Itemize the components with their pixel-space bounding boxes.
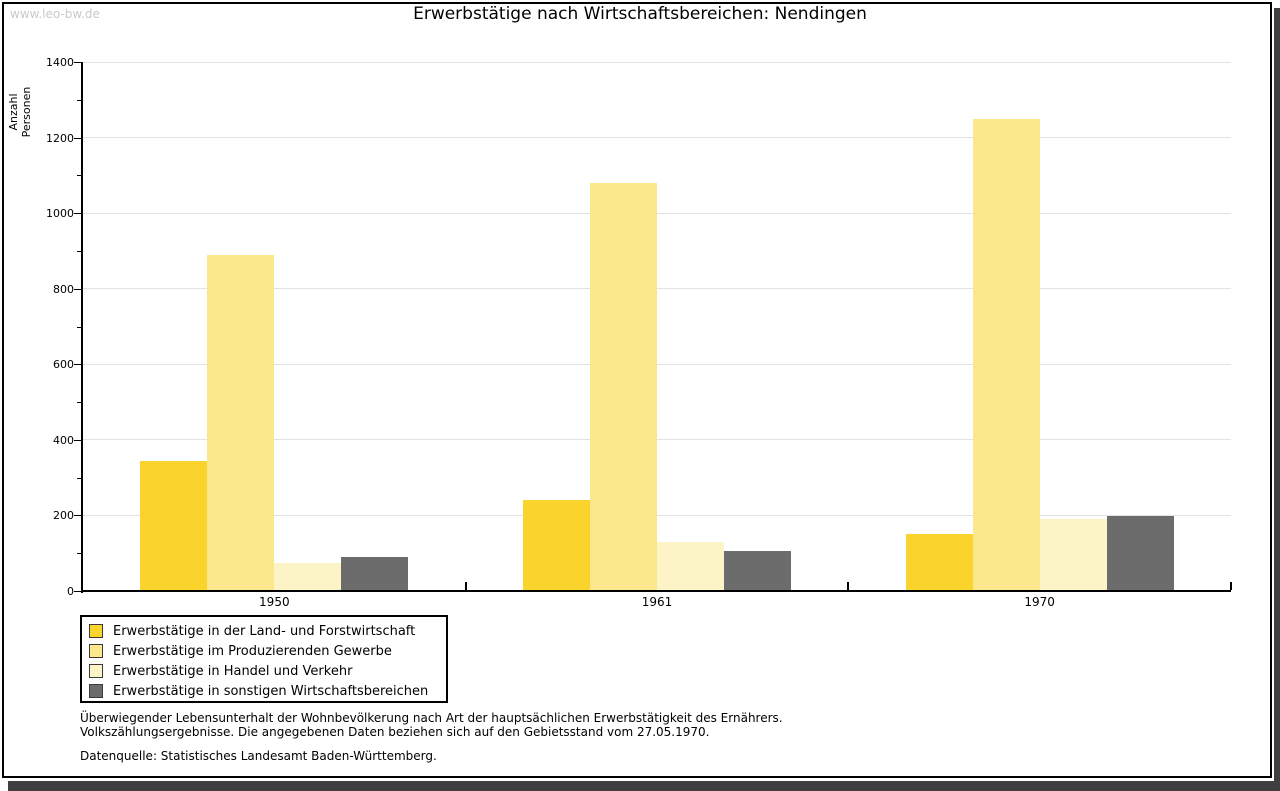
y-minor-tick-900 [77, 251, 81, 252]
legend-row-2 [82, 641, 446, 661]
y-tick-200 [74, 515, 81, 516]
bar-1950-series-3 [274, 563, 341, 591]
y-minor-tick-1300 [77, 100, 81, 101]
y-tick-1200 [74, 138, 81, 139]
legend-label-4: Erwerbstätige in sonstigen Wirtschaftsbereichen [113, 683, 429, 699]
bar-1961-series-3 [657, 542, 724, 591]
legend-label-2: Erwerbstätige im Produzierenden Gewerbe [113, 643, 392, 659]
legend-row-3 [82, 661, 446, 681]
gridline-y-1000 [83, 213, 1231, 214]
y-tick-600 [74, 364, 81, 365]
bar-1961-series-4 [724, 551, 791, 591]
bar-1970-series-1 [906, 534, 973, 591]
x-boundary-tick-1 [465, 582, 467, 590]
legend-swatch-3 [89, 664, 103, 678]
drop-shadow-bottom [8, 781, 1280, 791]
bar-1950-series-2 [207, 255, 274, 591]
bar-1961-series-2 [590, 183, 657, 591]
bar-1950-series-1 [140, 461, 207, 591]
y-minor-tick-700 [77, 327, 81, 328]
legend-label-3: Erwerbstätige in Handel und Verkehr [113, 663, 353, 679]
drop-shadow-right [1274, 8, 1280, 791]
x-boundary-tick-2 [847, 582, 849, 590]
data-source-text: Datenquelle: Statistisches Landesamt Baden-Württemberg. [80, 749, 437, 763]
footnote-text [80, 711, 783, 739]
chart-title: Erwerbstätige nach Wirtschaftsbereichen: Nendingen [413, 4, 867, 24]
legend-row-1 [82, 621, 446, 641]
y-tick-label-400: 400 [53, 433, 74, 447]
bar-1950-series-4 [341, 557, 408, 591]
y-minor-tick-300 [77, 478, 81, 479]
x-boundary-tick-3 [1230, 582, 1232, 590]
x-tick-label-1950: 1950 [259, 595, 290, 609]
y-tick-label-800: 800 [53, 282, 74, 296]
y-tick-label-1200: 1200 [46, 131, 74, 145]
y-tick-1000 [74, 213, 81, 214]
x-tick-label-1961: 1961 [641, 595, 673, 609]
footnote-line-1: Überwiegender Lebensunterhalt der Wohnbevölkerung nach Art der hauptsächlichen Erwerbstätigkeit des Ernährers. [80, 711, 783, 725]
y-tick-400 [74, 440, 81, 441]
x-axis-line [81, 590, 1231, 592]
watermark-text: www.leo-bw.de [10, 7, 100, 21]
y-minor-tick-100 [77, 553, 81, 554]
bar-1970-series-4 [1107, 516, 1174, 591]
x-tick-label-1970: 1970 [1024, 595, 1055, 609]
y-tick-label-600: 600 [53, 358, 74, 372]
legend-swatch-2 [89, 644, 103, 658]
y-tick-label-1400: 1400 [46, 56, 74, 69]
bar-1970-series-2 [973, 119, 1040, 591]
y-minor-tick-500 [77, 402, 81, 403]
y-minor-tick-1100 [77, 175, 81, 176]
bar-1961-series-1 [523, 500, 590, 591]
bar-1970-series-3 [1040, 519, 1107, 591]
y-tick-label-0: 0 [67, 585, 74, 598]
y-tick-label-1000: 1000 [46, 207, 74, 221]
y-axis-line [81, 62, 83, 593]
y-axis-label: Anzahl Personen [7, 86, 33, 138]
legend-label-1: Erwerbstätige in der Land- und Forstwirtschaft [113, 623, 416, 639]
y-tick-800 [74, 289, 81, 290]
legend-row-4 [82, 681, 446, 701]
footnote-line-2: Volkszählungsergebnisse. Die angegebenen Daten beziehen sich auf den Gebietsstand vom 27.05.1970. [80, 725, 710, 739]
gridline-y-1200 [83, 137, 1231, 138]
legend-box [80, 615, 448, 703]
y-tick-0 [74, 591, 81, 592]
legend-swatch-1 [89, 624, 103, 638]
y-tick-label-200: 200 [53, 509, 74, 523]
gridline-y-1400 [83, 62, 1231, 63]
legend-swatch-4 [89, 684, 103, 698]
y-tick-1400 [74, 62, 81, 63]
